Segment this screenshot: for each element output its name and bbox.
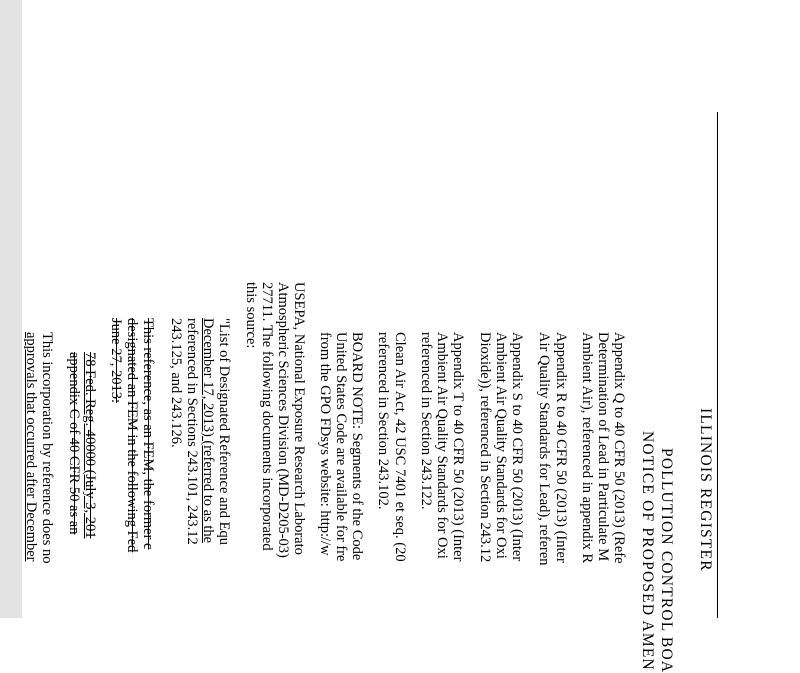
body-line: Ambient Air), referenced in appendix R — [579, 332, 595, 564]
body-line: Atmospheric Sciences Division (MD-D205-03) — [275, 282, 291, 558]
body-line: Ambient Air Quality Standards for Oxi — [434, 332, 450, 559]
underlined-line: December 17, 2013) (referred to as the — [200, 318, 216, 544]
body-line: USEPA, National Exposure Research Laborato — [291, 282, 307, 555]
body-line: referenced in Section 243.122. — [418, 332, 434, 510]
board-note-line: United States Code are available for fre — [333, 332, 349, 562]
struck-line: This reference, as an FEM, the former c — [140, 318, 156, 550]
board-line: POLLUTION CONTROL BOA — [658, 448, 675, 673]
body-line: 243.125, and 243.126. — [168, 318, 184, 448]
body-line: Appendix T to 40 CFR 50 (2013) (Inter — [450, 332, 466, 562]
board-note-line: from the GPO FDsys website: http://w — [317, 332, 333, 556]
struck-line: June 27, 2013: — [108, 318, 124, 403]
struck-line: designated an FEM in the following Fed — [124, 318, 140, 553]
body-line: Determination of Lead in Particulate M — [595, 332, 611, 562]
notice-line: NOTICE OF PROPOSED AMEN — [639, 431, 656, 671]
board-note-line: BOARD NOTE: Segments of the Code — [349, 332, 365, 561]
body-line: Appendix Q to 40 CFR 50 (2013) (Refe — [611, 332, 627, 564]
body-line: referenced in Sections 243.101, 243.12 — [184, 318, 200, 545]
underlined-line: approvals that occurred after December — [23, 332, 39, 562]
struck-line: 78 Fed. Reg. 40000 (July 3, 201 — [82, 352, 98, 539]
register-title: ILLINOIS REGISTER — [697, 408, 714, 572]
body-line: Air Quality Standards for Lead), referen — [536, 332, 552, 566]
body-line: Appendix S to 40 CFR 50 (2013) (Inter — [509, 332, 525, 562]
header-rule — [717, 112, 718, 618]
struck-line: appendix C of 40 CFR 50 as an — [66, 352, 82, 535]
body-line: This incorporation by reference does no — [39, 332, 55, 564]
body-line: "List of Designated Reference and Equ — [216, 318, 232, 545]
body-line: Dioxide)), referenced in Section 243.12 — [477, 332, 493, 563]
body-line: Ambient Air Quality Standards for Oxi — [493, 332, 509, 559]
body-line: 27711. The following documents incorporated — [259, 282, 275, 551]
body-line: referenced in Section 243.102. — [375, 332, 391, 510]
body-line: this source: — [243, 282, 259, 349]
body-line: Clean Air Act, 42 USC 7401 et seq. (20 — [392, 332, 408, 562]
body-line: Appendix R to 40 CFR 50 (2013) (Inter — [553, 332, 569, 563]
